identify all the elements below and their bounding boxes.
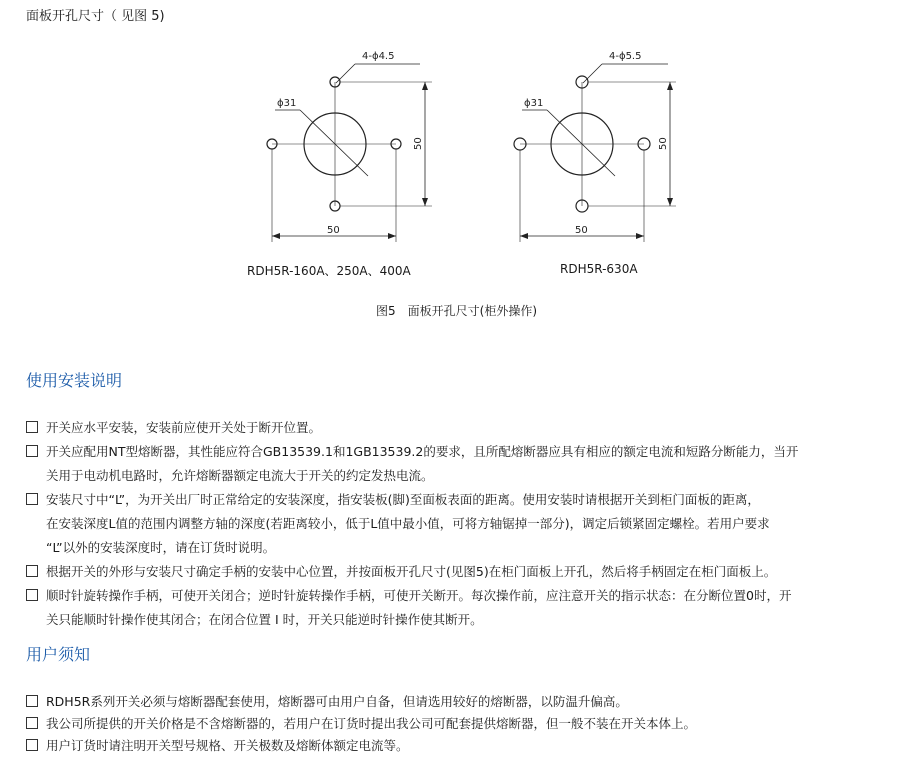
right-hole-label: 4-ϕ5.5 — [609, 51, 642, 62]
notice-item-3: 用户订货时请注明开关型号规格、开关极数及熔断体额定电流等。 — [26, 734, 409, 758]
checkbox-icon — [26, 589, 38, 601]
install-item-5: 顺时针旋转操作手柄，可使开关闭合；逆时针旋转操作手柄，可使开关断开。每次操作前，应注意开关的指示状态：在分断位置0时，开 关只能顺时针操作使其闭合；在闭合位置 I 时，开关只能逆时针操作使其断开。 — [26, 584, 791, 632]
install-section-title: 使用安装说明 — [26, 371, 123, 390]
checkbox-icon — [26, 565, 38, 577]
left-dim-vertical: 50 — [413, 137, 424, 150]
notice-item-2: 我公司所提供的开关价格是不含熔断器的，若用户在订货时提出我公司可配套提供熔断器，但一般不装在开关本体上。 — [26, 712, 696, 736]
checkbox-icon — [26, 739, 38, 751]
install-item-2: 开关应配用NT型熔断器，其性能应符合GB13539.1和1GB13539.2的要求，且所配熔断器应具有相应的额定电流和短路分断能力，当开 关用于电动机电路时，允许熔断器额定电流大于开关的约定发热电流。 — [26, 440, 798, 488]
left-dim-horizontal: 50 — [327, 225, 340, 236]
left-model-caption: RDH5R-160A、250A、400A — [247, 264, 411, 278]
checkbox-icon — [26, 717, 38, 729]
right-dim-horizontal: 50 — [575, 225, 588, 236]
checkbox-icon — [26, 445, 38, 457]
checkbox-icon — [26, 421, 38, 433]
right-circle-label: ϕ31 — [524, 98, 544, 109]
right-model-caption: RDH5R-630A — [560, 262, 638, 276]
figure-reference-heading: 面板开孔尺寸（ 见图 5) — [26, 9, 165, 24]
figure-caption: 图5 面板开孔尺寸(柜外操作) — [376, 304, 537, 318]
left-circle-label: ϕ31 — [277, 98, 297, 109]
right-cutout-diagram — [514, 64, 676, 242]
notice-item-1: RDH5R系列开关必须与熔断器配套使用，熔断器可由用户自备，但请选用较好的熔断器，以防温升偏高。 — [26, 690, 628, 714]
notice-section-title: 用户须知 — [26, 645, 91, 664]
checkbox-icon — [26, 493, 38, 505]
install-item-1: 开关应水平安装，安装前应使开关处于断开位置。 — [26, 416, 321, 440]
checkbox-icon — [26, 695, 38, 707]
right-dim-vertical: 50 — [658, 137, 669, 150]
left-hole-label: 4-ϕ4.5 — [362, 51, 395, 62]
panel-cutout-drawing — [0, 0, 920, 330]
install-item-4: 根据开关的外形与安装尺寸确定手柄的安装中心位置，并按面板开孔尺寸(见图5)在柜门面板上开孔，然后将手柄固定在柜门面板上。 — [26, 560, 776, 584]
left-cutout-diagram — [267, 64, 432, 242]
install-item-3: 安装尺寸中“L”，为开关出厂时正常给定的安装深度，指安装板(脚)至面板表面的距离。使用安装时请根据开关到柜门面板的距离， 在安装深度L值的范围内调整方轴的深度(若距离较小，低于L值中最小值，可将方轴锯掉一部分)，调定后锁紧固定螺栓。若用户要求 “L”以外的安装深度时，请在订货时说明。 — [26, 488, 770, 560]
